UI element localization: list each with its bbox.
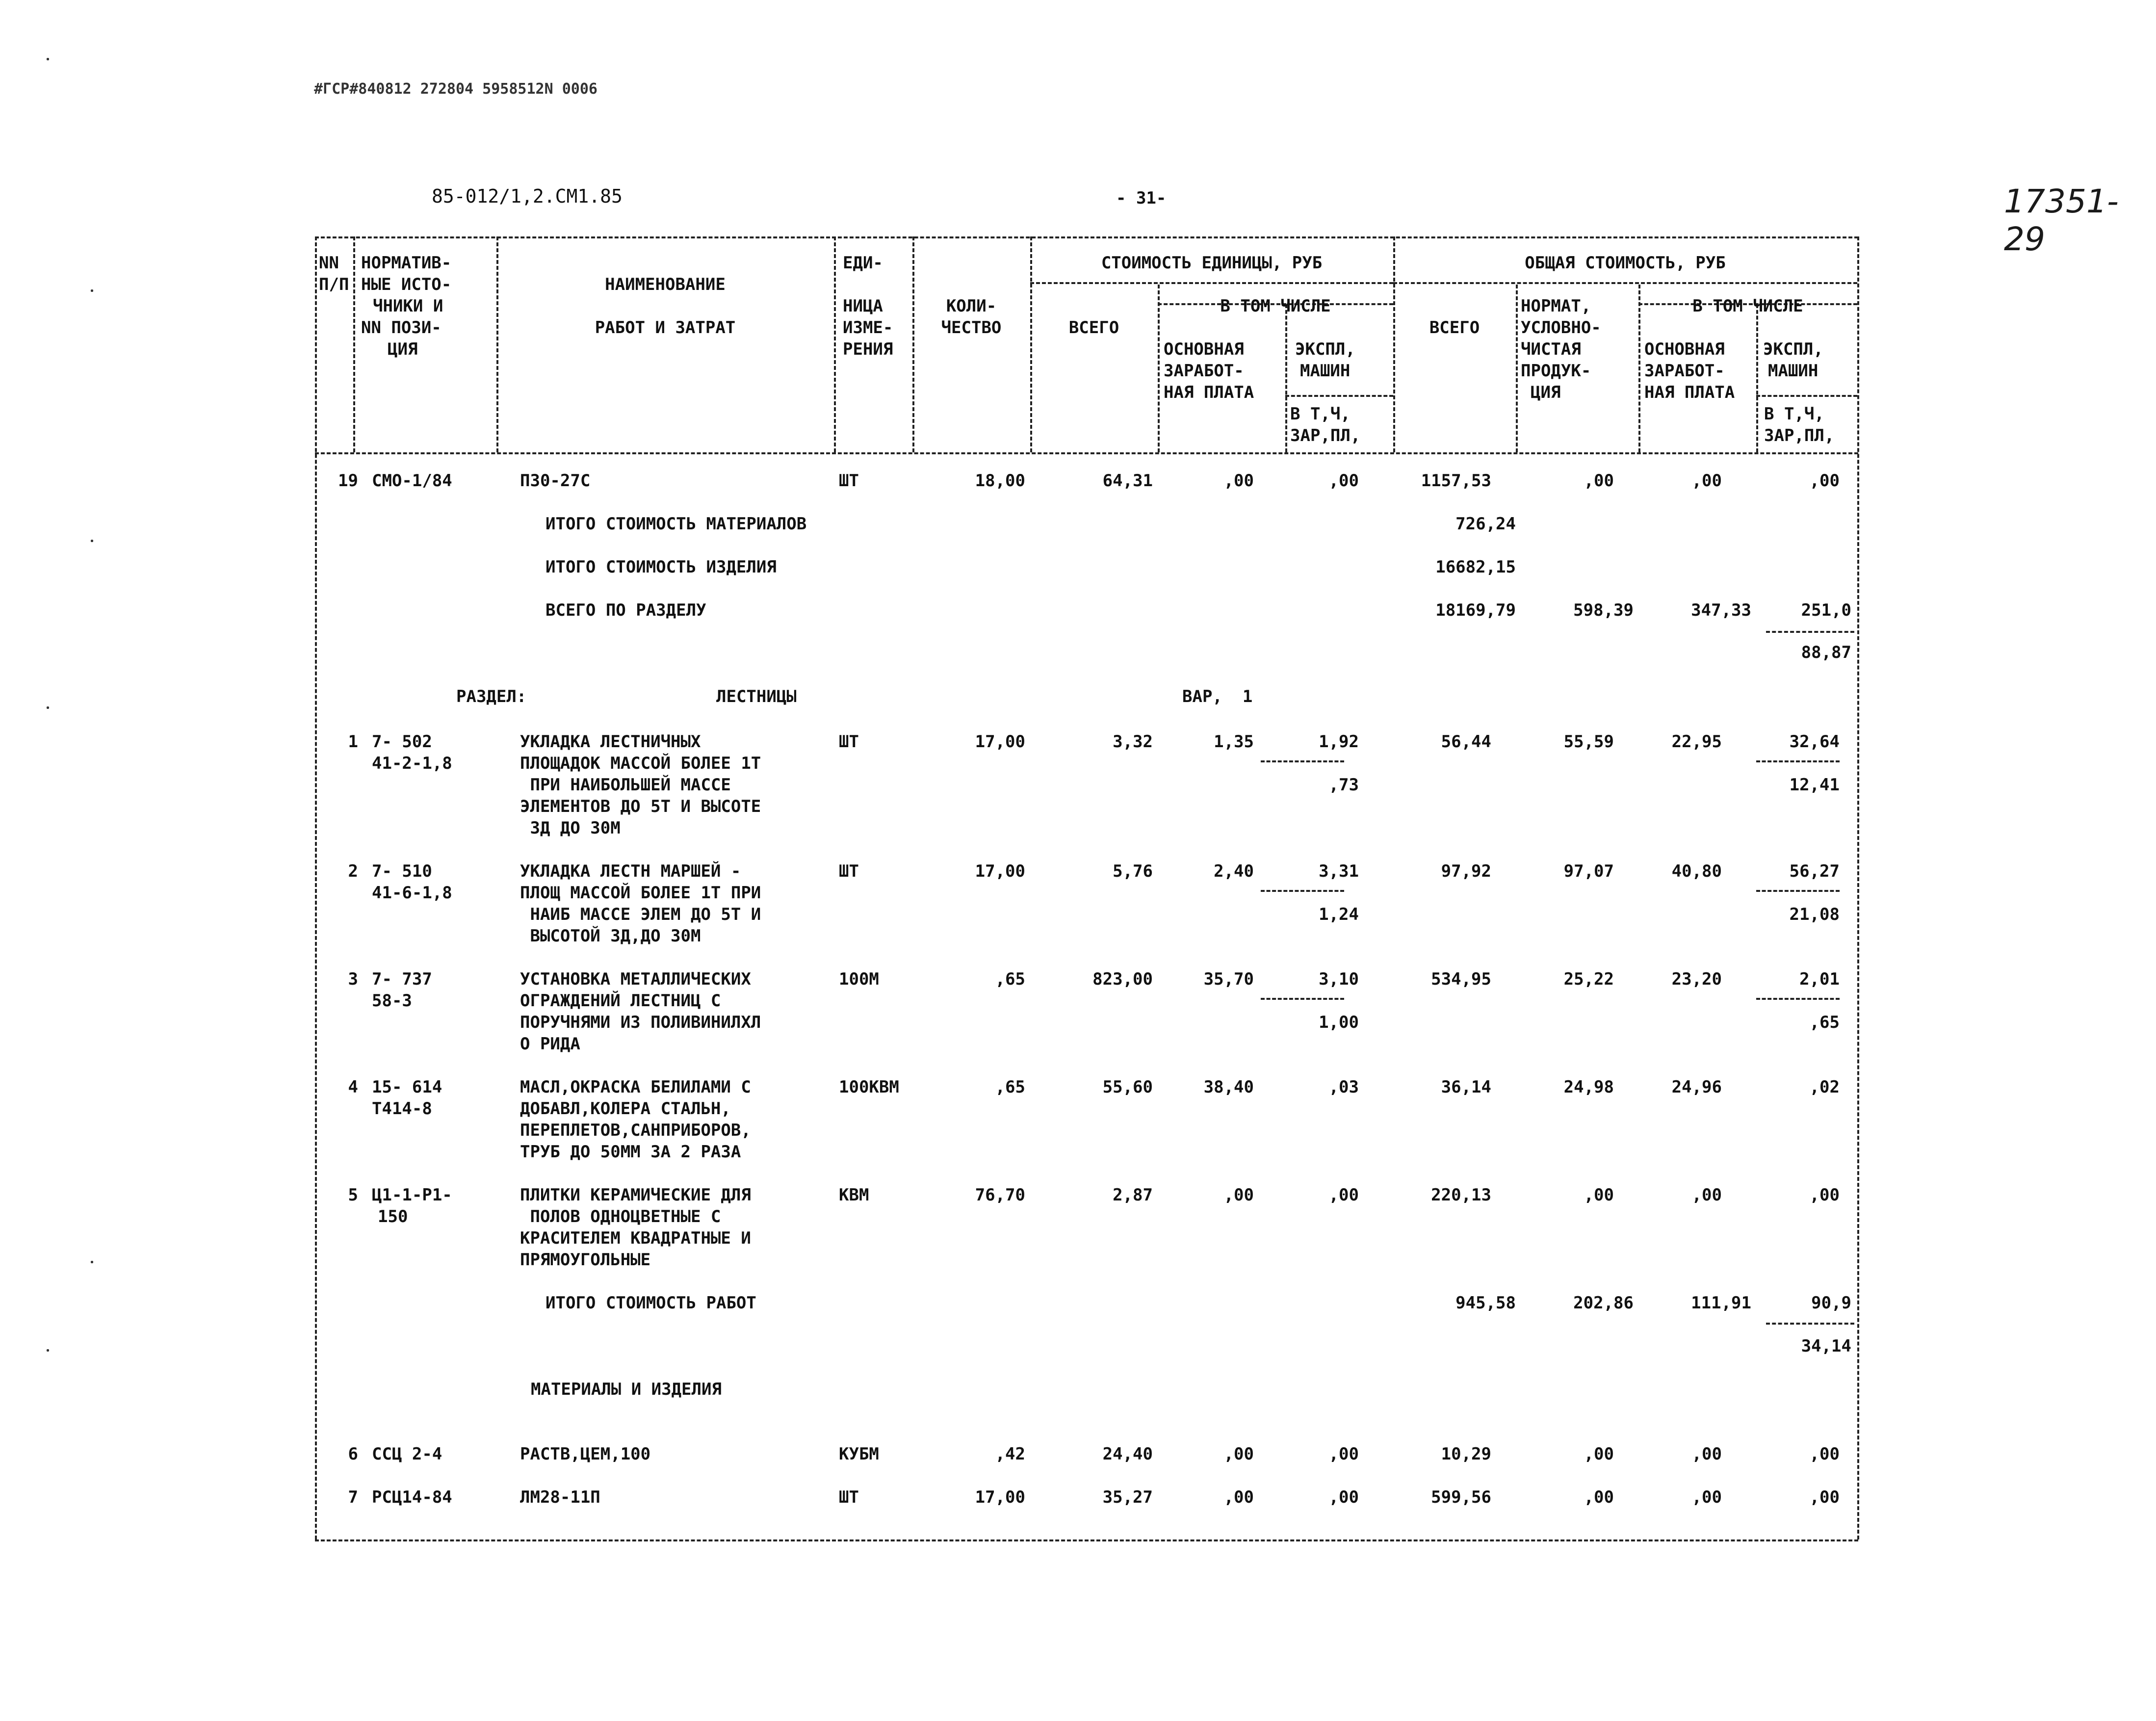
row-name: ПЛОЩАДОК МАССОЙ БОЛЕЕ 1Т xyxy=(520,754,761,773)
summary-total: 18169,79 xyxy=(1435,600,1516,620)
summary-eks: 251,0 xyxy=(1801,600,1851,620)
header-vt-zarpl-2: В Т,Ч, xyxy=(1764,404,1824,424)
row-total: 56,44 xyxy=(1441,732,1491,752)
header-unit: ИЗМЕ- xyxy=(843,318,893,338)
header-total-cost: ОБЩАЯ СТОИМОСТЬ, РУБ xyxy=(1525,253,1726,273)
row-qty: 17,00 xyxy=(975,861,1025,881)
header-unit: РЕНИЯ xyxy=(843,339,893,359)
header-bottom-border xyxy=(315,452,1858,454)
row-total-eks-zp: 21,08 xyxy=(1789,905,1840,924)
row-name: УКЛАДКА ЛЕСТН МАРШЕЙ - xyxy=(520,861,741,881)
summary-label: ИТОГО СТОИМОСТЬ ИЗДЕЛИЯ xyxy=(545,557,777,577)
row-name: ЗД ДО 30М xyxy=(520,818,621,838)
row-unit-eks: 3,10 xyxy=(1319,969,1359,989)
row-num: 7 xyxy=(348,1487,358,1507)
row-num: 19 xyxy=(338,471,358,491)
scan-speck xyxy=(47,58,49,60)
row-total-norm: 24,98 xyxy=(1563,1077,1614,1097)
row-name: ОГРАЖДЕНИЙ ЛЕСТНИЦ С xyxy=(520,991,721,1011)
header-subdivider xyxy=(1030,282,1393,284)
row-name: ПЕРЕПЛЕТОВ,САНПРИБОРОВ, xyxy=(520,1121,751,1140)
header-normsrc: NN ПОЗИ- xyxy=(361,318,442,338)
row-name: ПОЛОВ ОДНОЦВЕТНЫЕ С xyxy=(520,1207,721,1226)
row-unit-osn: 35,70 xyxy=(1203,969,1254,989)
row-total: 599,56 xyxy=(1431,1487,1491,1507)
header-osnovnaya-2: НАЯ ПЛАТА xyxy=(1644,383,1735,402)
header-unit-total: ВСЕГО xyxy=(1068,318,1119,338)
scan-speck xyxy=(47,1349,49,1352)
row-total-eks: 32,64 xyxy=(1789,732,1840,752)
header-name: НАИМЕНОВАНИЕ xyxy=(605,275,726,294)
row-total-norm: ,00 xyxy=(1584,1444,1614,1464)
header-unit: ЕДИ- xyxy=(843,253,883,273)
fraction-line xyxy=(1756,998,1840,1000)
header-normat: НОРМАТ, xyxy=(1521,296,1591,316)
row-qty: ,65 xyxy=(995,1077,1025,1097)
row-num: 6 xyxy=(348,1444,358,1464)
summary-label: ИТОГО СТОИМОСТЬ РАБОТ xyxy=(545,1293,756,1313)
row-unit-osn: 38,40 xyxy=(1203,1077,1254,1097)
header-normsrc: ЧНИКИ И xyxy=(373,296,443,316)
header-qty: ЧЕСТВО xyxy=(941,318,1002,338)
row-total-osn: 22,95 xyxy=(1671,732,1722,752)
header-osnovnaya: ЗАРАБОТ- xyxy=(1164,361,1244,381)
header-osnovnaya: ОСНОВНАЯ xyxy=(1164,339,1244,359)
row-code: 7- 737 xyxy=(372,969,432,989)
header-unit: НИЦА xyxy=(843,296,883,316)
row-unit: ШТ xyxy=(839,471,859,491)
row-unit-total: 24,40 xyxy=(1102,1444,1153,1464)
header-subdivider xyxy=(1756,395,1857,397)
header-total-vsego: ВСЕГО xyxy=(1429,318,1480,338)
row-total-norm: 97,07 xyxy=(1563,861,1614,881)
header-normsrc: НЫЕ ИСТО- xyxy=(361,275,452,294)
summary-norm: 202,86 xyxy=(1573,1293,1634,1313)
row-code: 41-2-1,8 xyxy=(372,754,452,773)
header-normat: ЧИСТАЯ xyxy=(1521,339,1581,359)
row-unit-total: 5,76 xyxy=(1113,861,1153,881)
row-total-osn: 40,80 xyxy=(1671,861,1722,881)
fraction-line xyxy=(1766,631,1854,633)
row-total: 220,13 xyxy=(1431,1185,1491,1205)
row-code: 150 xyxy=(378,1207,408,1226)
right-border xyxy=(1857,236,1859,1539)
header-subdivider xyxy=(1285,395,1393,397)
row-name: О РИДА xyxy=(520,1034,580,1054)
row-qty: ,42 xyxy=(995,1444,1025,1464)
row-unit-eks: ,00 xyxy=(1328,1487,1359,1507)
row-total-osn: ,00 xyxy=(1691,1487,1722,1507)
row-unit-eks-zp: 1,00 xyxy=(1319,1013,1359,1032)
row-unit: 100М xyxy=(839,969,879,989)
header-normsrc: НОРМАТИВ- xyxy=(361,253,452,273)
header-ekspl-2: ЭКСПЛ, xyxy=(1763,339,1823,359)
header-v-tom-chisle-2: В ТОМ ЧИСЛЕ xyxy=(1692,296,1803,316)
header-normat: ЦИЯ xyxy=(1531,383,1561,402)
row-unit-total: 2,87 xyxy=(1113,1185,1153,1205)
row-num: 1 xyxy=(348,732,358,752)
row-unit-total: 823,00 xyxy=(1092,969,1153,989)
summary-total: 945,58 xyxy=(1455,1293,1516,1313)
row-total-osn: 23,20 xyxy=(1671,969,1722,989)
row-code: 41-6-1,8 xyxy=(372,883,452,903)
row-code: ССЦ 2-4 xyxy=(372,1444,442,1464)
row-num: 2 xyxy=(348,861,358,881)
row-unit-osn: ,00 xyxy=(1223,1487,1254,1507)
handwritten-number: 17351-29 xyxy=(2004,183,2119,258)
row-unit: КУБМ xyxy=(839,1444,879,1464)
row-total-osn: 24,96 xyxy=(1671,1077,1722,1097)
row-qty: 17,00 xyxy=(975,732,1025,752)
col-divider xyxy=(1516,285,1518,452)
header-vt-zarpl: ЗАР,ПЛ, xyxy=(1290,426,1361,445)
materials-heading: МАТЕРИАЛЫ И ИЗДЕЛИЯ xyxy=(531,1380,722,1399)
summary-eks-zp: 88,87 xyxy=(1801,643,1851,662)
row-unit-osn: 2,40 xyxy=(1214,861,1254,881)
row-total: 534,95 xyxy=(1431,969,1491,989)
header-normat: УСЛОВНО- xyxy=(1521,318,1601,338)
row-total-osn: ,00 xyxy=(1691,1185,1722,1205)
row-name: УСТАНОВКА МЕТАЛЛИЧЕСКИХ xyxy=(520,969,751,989)
row-unit: ШТ xyxy=(839,1487,859,1507)
fraction-line xyxy=(1261,890,1344,892)
section-title: ЛЕСТНИЦЫ xyxy=(716,687,797,706)
row-code: Т414-8 xyxy=(372,1099,432,1119)
row-total-eks: ,00 xyxy=(1809,471,1840,491)
fraction-line xyxy=(1766,1323,1854,1325)
row-name: ЛМ28-11П xyxy=(520,1487,600,1507)
col-divider xyxy=(353,236,355,452)
row-unit: ШТ xyxy=(839,732,859,752)
row-name: ДОБАВЛ,КОЛЕРА СТАЛЬН, xyxy=(520,1099,731,1119)
section-label: РАЗДЕЛ: xyxy=(456,687,527,706)
summary-eks: 90,9 xyxy=(1811,1293,1851,1313)
fraction-line xyxy=(1261,760,1344,762)
row-name: ПЛИТКИ КЕРАМИЧЕСКИЕ ДЛЯ xyxy=(520,1185,751,1205)
row-total-eks: ,00 xyxy=(1809,1487,1840,1507)
row-num: 3 xyxy=(348,969,358,989)
row-total-eks: ,02 xyxy=(1809,1077,1840,1097)
header-osnovnaya: НАЯ ПЛАТА xyxy=(1164,383,1254,402)
page-number: - 31- xyxy=(1116,188,1167,208)
header-subdivider xyxy=(1393,282,1857,284)
summary-eks-zp: 34,14 xyxy=(1801,1336,1851,1356)
row-unit-eks: ,00 xyxy=(1328,1185,1359,1205)
summary-osn: 111,91 xyxy=(1691,1293,1751,1313)
fraction-line xyxy=(1756,760,1840,762)
header-nn: NN xyxy=(319,253,339,273)
header-vt-zarpl-2: ЗАР,ПЛ, xyxy=(1764,426,1835,445)
scan-speck xyxy=(47,706,49,709)
header-osnovnaya-2: ЗАРАБОТ- xyxy=(1644,361,1725,381)
header-ekspl: МАШИН xyxy=(1300,361,1351,381)
row-num: 5 xyxy=(348,1185,358,1205)
row-total: 1157,53 xyxy=(1421,471,1491,491)
row-total-norm: 25,22 xyxy=(1563,969,1614,989)
row-qty: 17,00 xyxy=(975,1487,1025,1507)
row-total-eks: 2,01 xyxy=(1799,969,1840,989)
table-bottom-border xyxy=(315,1539,1858,1541)
row-unit-total: 55,60 xyxy=(1102,1077,1153,1097)
row-name: КРАСИТЕЛЕМ КВАДРАТНЫЕ И xyxy=(520,1228,751,1248)
row-unit-total: 64,31 xyxy=(1102,471,1153,491)
row-name: ПОРУЧНЯМИ ИЗ ПОЛИВИНИЛХЛ xyxy=(520,1013,761,1032)
row-unit-eks: 3,31 xyxy=(1319,861,1359,881)
row-unit-osn: ,00 xyxy=(1223,1444,1254,1464)
doc-code: 85-012/1,2.СМ1.85 xyxy=(432,185,623,207)
header-normat: ПРОДУК- xyxy=(1521,361,1591,381)
row-total-osn: ,00 xyxy=(1691,471,1722,491)
row-total-norm: ,00 xyxy=(1584,1487,1614,1507)
row-name: ПРЯМОУГОЛЬНЫЕ xyxy=(520,1250,651,1270)
scan-speck xyxy=(91,540,93,542)
row-name: НАИБ МАССЕ ЭЛЕМ ДО 5Т И xyxy=(520,905,761,924)
col-divider xyxy=(1285,304,1287,452)
row-total: 36,14 xyxy=(1441,1077,1491,1097)
row-unit-osn: ,00 xyxy=(1223,1185,1254,1205)
row-unit-eks: ,03 xyxy=(1328,1077,1359,1097)
summary-osn: 347,33 xyxy=(1691,600,1751,620)
summary-label: ИТОГО СТОИМОСТЬ МАТЕРИАЛОВ xyxy=(545,514,807,534)
row-unit-osn: 1,35 xyxy=(1214,732,1254,752)
row-qty: ,65 xyxy=(995,969,1025,989)
row-unit-eks-zp: 1,24 xyxy=(1319,905,1359,924)
row-total-eks-zp: ,65 xyxy=(1809,1013,1840,1032)
row-unit: ШТ xyxy=(839,861,859,881)
summary-total: 16682,15 xyxy=(1435,557,1516,577)
row-unit-eks: ,00 xyxy=(1328,471,1359,491)
col-divider xyxy=(1756,304,1758,452)
row-unit-total: 35,27 xyxy=(1102,1487,1153,1507)
row-name: ТРУБ ДО 50ММ ЗА 2 РАЗА xyxy=(520,1142,741,1162)
header-ekspl: ЭКСПЛ, xyxy=(1295,339,1355,359)
header-v-tom-chisle: В ТОМ ЧИСЛЕ xyxy=(1220,296,1331,316)
row-total-eks-zp: 12,41 xyxy=(1789,775,1840,795)
summary-label: ВСЕГО ПО РАЗДЕЛУ xyxy=(545,600,706,620)
row-unit-eks: 1,92 xyxy=(1319,732,1359,752)
row-qty: 18,00 xyxy=(975,471,1025,491)
row-name: УКЛАДКА ЛЕСТНИЧНЫХ xyxy=(520,732,701,752)
col-divider xyxy=(912,236,914,452)
row-name: ПРИ НАИБОЛЬШЕЙ МАССЕ xyxy=(520,775,731,795)
row-total-eks: 56,27 xyxy=(1789,861,1840,881)
header-name: РАБОТ И ЗАТРАТ xyxy=(595,318,736,338)
row-total: 97,92 xyxy=(1441,861,1491,881)
print-header: #ГСР#840812 272804 5958512N 0006 xyxy=(314,80,597,98)
header-unit-cost: СТОИМОСТЬ ЕДИНИЦЫ, РУБ xyxy=(1101,253,1323,273)
row-total-norm: ,00 xyxy=(1584,1185,1614,1205)
row-code: СМО-1/84 xyxy=(372,471,452,491)
header-osnovnaya-2: ОСНОВНАЯ xyxy=(1644,339,1725,359)
header-normsrc: ЦИЯ xyxy=(388,339,418,359)
row-name: РАСТВ,ЦЕМ,100 xyxy=(520,1444,651,1464)
row-code: РСЦ14-84 xyxy=(372,1487,452,1507)
header-ekspl-2: МАШИН xyxy=(1768,361,1818,381)
summary-norm: 598,39 xyxy=(1573,600,1634,620)
row-unit: 100КВМ xyxy=(839,1077,899,1097)
row-unit-eks: ,00 xyxy=(1328,1444,1359,1464)
scan-speck xyxy=(91,1261,93,1263)
row-total-norm: 55,59 xyxy=(1563,732,1614,752)
row-code: 15- 614 xyxy=(372,1077,442,1097)
row-unit-eks-zp: ,73 xyxy=(1328,775,1359,795)
row-name: ЭЛЕМЕНТОВ ДО 5Т И ВЫСОТЕ xyxy=(520,797,761,816)
section-variant: ВАР, 1 xyxy=(1182,687,1253,706)
row-name: П30-27С xyxy=(520,471,591,491)
left-border xyxy=(315,236,317,1539)
row-total: 10,29 xyxy=(1441,1444,1491,1464)
row-name: ПЛОЩ МАССОЙ БОЛЕЕ 1Т ПРИ xyxy=(520,883,761,903)
header-pp: П/П xyxy=(319,275,349,294)
row-unit-osn: ,00 xyxy=(1223,471,1254,491)
row-code: 58-3 xyxy=(372,991,412,1011)
row-num: 4 xyxy=(348,1077,358,1097)
row-code: Ц1-1-Р1- xyxy=(372,1185,452,1205)
summary-total: 726,24 xyxy=(1455,514,1516,534)
table-top-border xyxy=(315,236,1858,238)
row-total-norm: ,00 xyxy=(1584,471,1614,491)
row-unit: КВМ xyxy=(839,1185,869,1205)
row-total-eks: ,00 xyxy=(1809,1444,1840,1464)
row-total-osn: ,00 xyxy=(1691,1444,1722,1464)
row-qty: 76,70 xyxy=(975,1185,1025,1205)
col-divider xyxy=(496,236,498,452)
col-divider xyxy=(834,236,836,452)
row-code: 7- 502 xyxy=(372,732,432,752)
header-qty: КОЛИ- xyxy=(946,296,997,316)
row-unit-total: 3,32 xyxy=(1113,732,1153,752)
fraction-line xyxy=(1756,890,1840,892)
scan-speck xyxy=(91,289,93,292)
row-code: 7- 510 xyxy=(372,861,432,881)
row-name: МАСЛ,ОКРАСКА БЕЛИЛАМИ С xyxy=(520,1077,751,1097)
row-total-eks: ,00 xyxy=(1809,1185,1840,1205)
header-vt-zarpl: В Т,Ч, xyxy=(1290,404,1351,424)
fraction-line xyxy=(1261,998,1344,1000)
row-name: ВЫСОТОЙ ЗД,ДО 30М xyxy=(520,926,701,946)
